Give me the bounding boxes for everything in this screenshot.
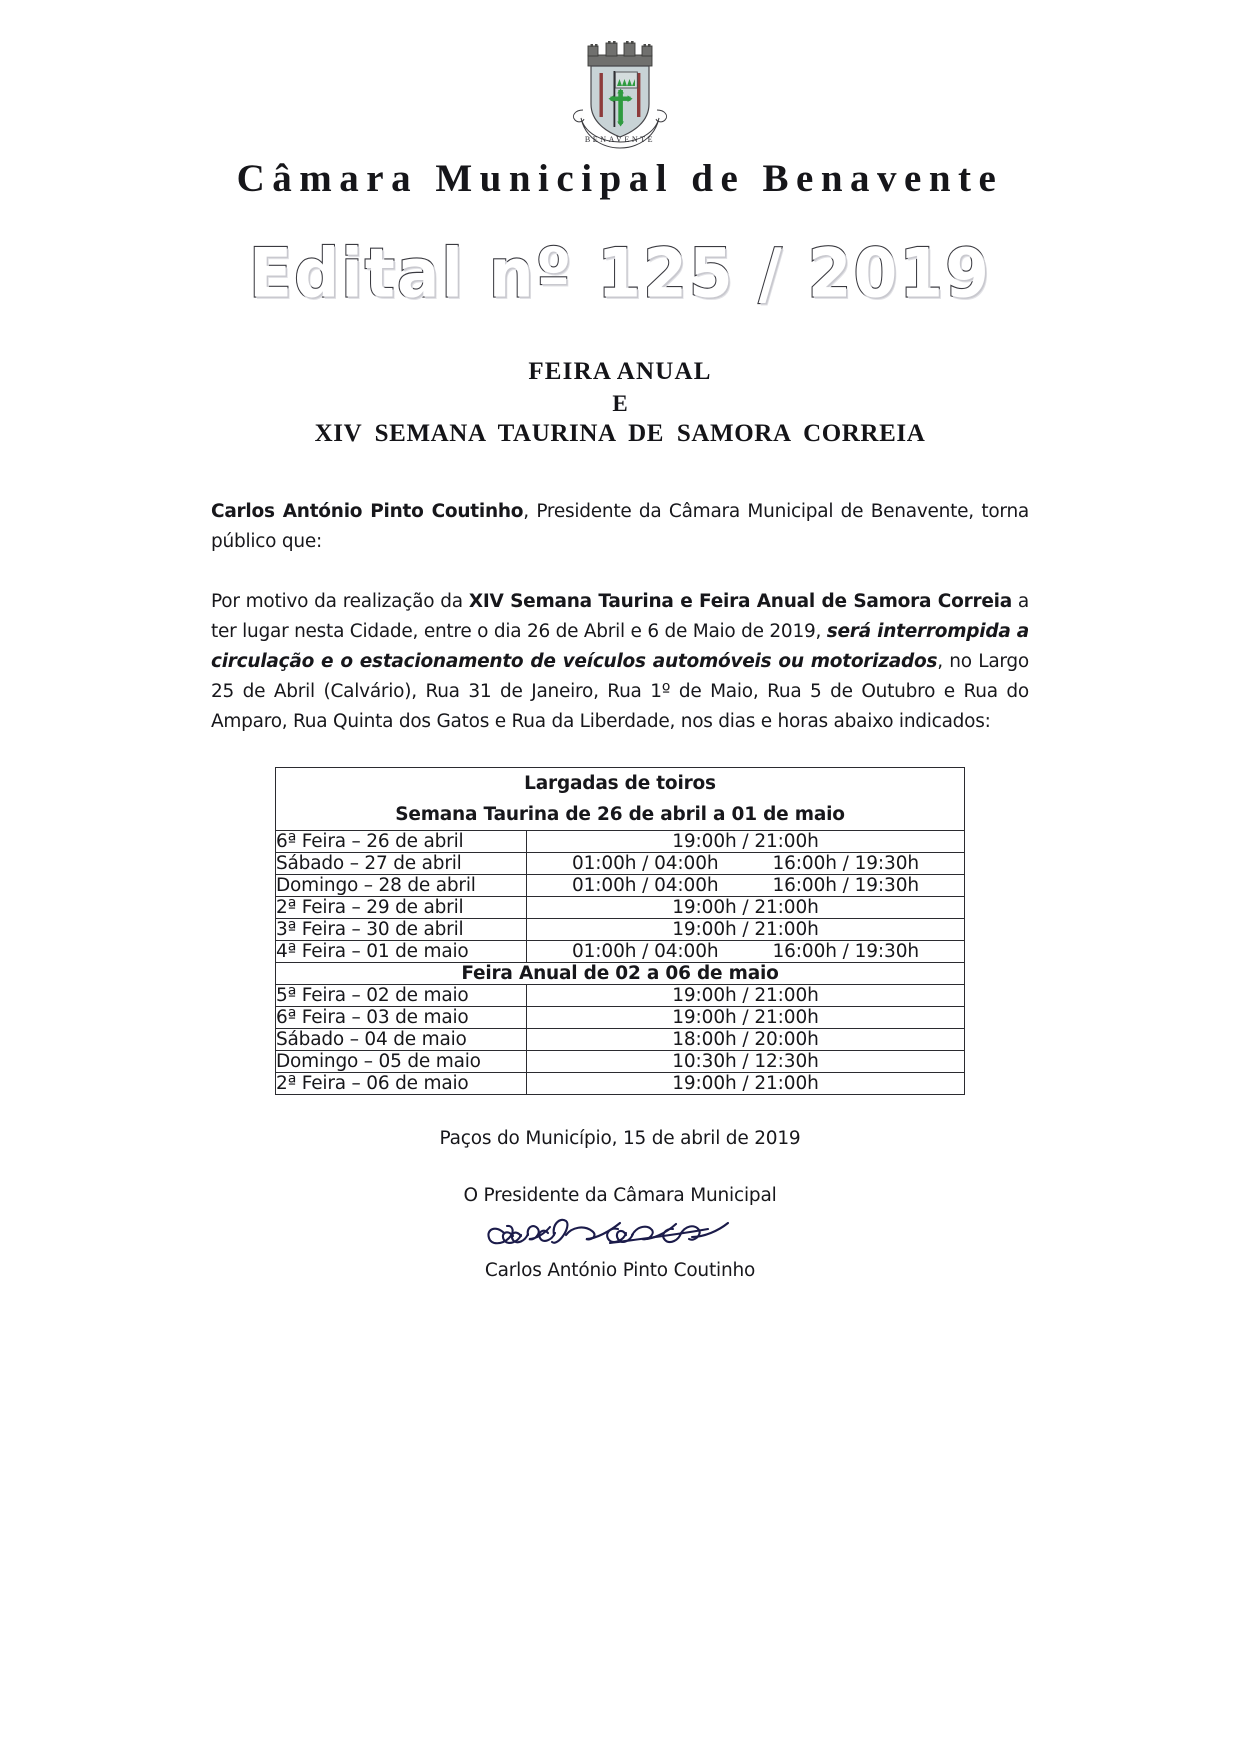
table-cell-day: 6ª Feira – 03 de maio bbox=[276, 1006, 527, 1028]
table-cell-times: 10:30h / 12:30h bbox=[527, 1050, 965, 1072]
table-section-header-1 bbox=[276, 767, 965, 830]
edital-title-container bbox=[0, 234, 1240, 313]
paragraph-intro bbox=[211, 497, 1029, 557]
table-cell-times: 19:00h / 21:00h bbox=[527, 984, 965, 1006]
notice-seg-5: , no Largo 25 de Abril (Calvário), Rua 31 de Janeiro, Rua 1º de Maio, Rua 5 de Outubro e Rua do Amparo, Rua Quinta dos Gatos e Rua da Liberdade, nos dias e horas abaixo indicados: bbox=[211, 650, 1029, 732]
table-cell-day: Sábado – 04 de maio bbox=[276, 1028, 527, 1050]
table-header-row bbox=[276, 767, 965, 830]
table-cell-times-morning: 01:00h / 04:00h bbox=[571, 874, 719, 896]
table-cell-day: 2ª Feira – 29 de abril bbox=[276, 896, 527, 918]
place-and-date: Paços do Município, 15 de abril de 2019 bbox=[439, 1127, 801, 1149]
table-cell-day: 5ª Feira – 02 de maio bbox=[276, 984, 527, 1006]
schedule-table bbox=[275, 767, 965, 1095]
table-cell-day: Domingo – 05 de maio bbox=[276, 1050, 527, 1072]
table-cell-times bbox=[527, 852, 965, 874]
table-cell-day: 2ª Feira – 06 de maio bbox=[276, 1072, 527, 1094]
crest-container bbox=[0, 0, 1240, 150]
footer-block bbox=[0, 1128, 1240, 1281]
table-row bbox=[276, 1072, 965, 1094]
table-row bbox=[276, 984, 965, 1006]
table-cell-times-morning: 01:00h / 04:00h bbox=[571, 940, 719, 962]
table-cell-times: 19:00h / 21:00h bbox=[527, 830, 965, 852]
paragraph-intro-rest: , Presidente da Câmara Municipal de Benavente, torna público que: bbox=[211, 500, 1030, 552]
edital-title: Edital nº 125 / 2019 bbox=[249, 234, 991, 313]
table-cell-times: 19:00h / 21:00h bbox=[527, 1006, 965, 1028]
table-row bbox=[276, 852, 965, 874]
signer-name: Carlos António Pinto Coutinho bbox=[484, 1259, 756, 1281]
notice-seg-1: Por motivo da realização da bbox=[211, 590, 469, 612]
handwritten-signature-icon bbox=[0, 1208, 1240, 1260]
subtitle-block bbox=[0, 356, 1240, 451]
crest-scroll-text: BENAVENTE bbox=[584, 135, 656, 144]
schedule-table-body bbox=[276, 767, 965, 1094]
notice-restriction-bolditalic: será interrompida a circulação e o estacionamento de veículos automóveis ou motorizados bbox=[211, 620, 1029, 672]
table-cell-day: 4ª Feira – 01 de maio bbox=[276, 940, 527, 962]
table-row bbox=[276, 1028, 965, 1050]
body-area bbox=[211, 497, 1029, 737]
table-cell-times-evening: 16:00h / 19:30h bbox=[772, 874, 920, 896]
subtitle-line-3: XIV SEMANA TAURINA DE SAMORA CORREIA bbox=[314, 420, 926, 448]
subtitle-line-2: E bbox=[612, 390, 628, 416]
table-cell-times: 19:00h / 21:00h bbox=[527, 1072, 965, 1094]
table-section-divider-row bbox=[276, 962, 965, 984]
paragraph-notice bbox=[211, 587, 1029, 737]
organisation-title: Câmara Municipal de Benavente bbox=[236, 157, 1004, 200]
table-row bbox=[276, 830, 965, 852]
table-row bbox=[276, 918, 965, 940]
table-row bbox=[276, 940, 965, 962]
table-cell-day: Sábado – 27 de abril bbox=[276, 852, 527, 874]
table-cell-times-evening: 16:00h / 19:30h bbox=[772, 852, 920, 874]
table-header-title: Largadas de toiros bbox=[524, 772, 716, 794]
subtitle-line-1: FEIRA ANUAL bbox=[528, 358, 712, 385]
table-cell-times: 18:00h / 20:00h bbox=[527, 1028, 965, 1050]
table-cell-times bbox=[527, 874, 965, 896]
table-cell-times: 19:00h / 21:00h bbox=[527, 918, 965, 940]
table-section-header-2: Feira Anual de 02 a 06 de maio bbox=[276, 962, 965, 984]
table-cell-times-morning: 01:00h / 04:00h bbox=[571, 852, 719, 874]
table-row bbox=[276, 896, 965, 918]
table-cell-times-evening: 16:00h / 19:30h bbox=[772, 940, 920, 962]
table-row bbox=[276, 1050, 965, 1072]
notice-event-bold: XIV Semana Taurina e Feira Anual de Samora Correia bbox=[468, 590, 1012, 612]
table-row bbox=[276, 874, 965, 896]
table-cell-times: 19:00h / 21:00h bbox=[527, 896, 965, 918]
schedule-table-container bbox=[0, 767, 1240, 1095]
table-cell-day: Domingo – 28 de abril bbox=[276, 874, 527, 896]
president-name-bold: Carlos António Pinto Coutinho bbox=[211, 500, 524, 522]
table-header-week: Semana Taurina de 26 de abril a 01 de maio bbox=[395, 803, 845, 825]
signer-role: O Presidente da Câmara Municipal bbox=[463, 1184, 777, 1206]
benavente-coat-of-arms-icon bbox=[561, 38, 679, 150]
notice-seg-3: a ter lugar nesta Cidade, entre o dia 26 de Abril e 6 de Maio de 2019, bbox=[211, 590, 1030, 642]
table-row bbox=[276, 1006, 965, 1028]
table-cell-times bbox=[527, 940, 965, 962]
table-cell-day: 6ª Feira – 26 de abril bbox=[276, 830, 527, 852]
table-cell-day: 3ª Feira – 30 de abril bbox=[276, 918, 527, 940]
